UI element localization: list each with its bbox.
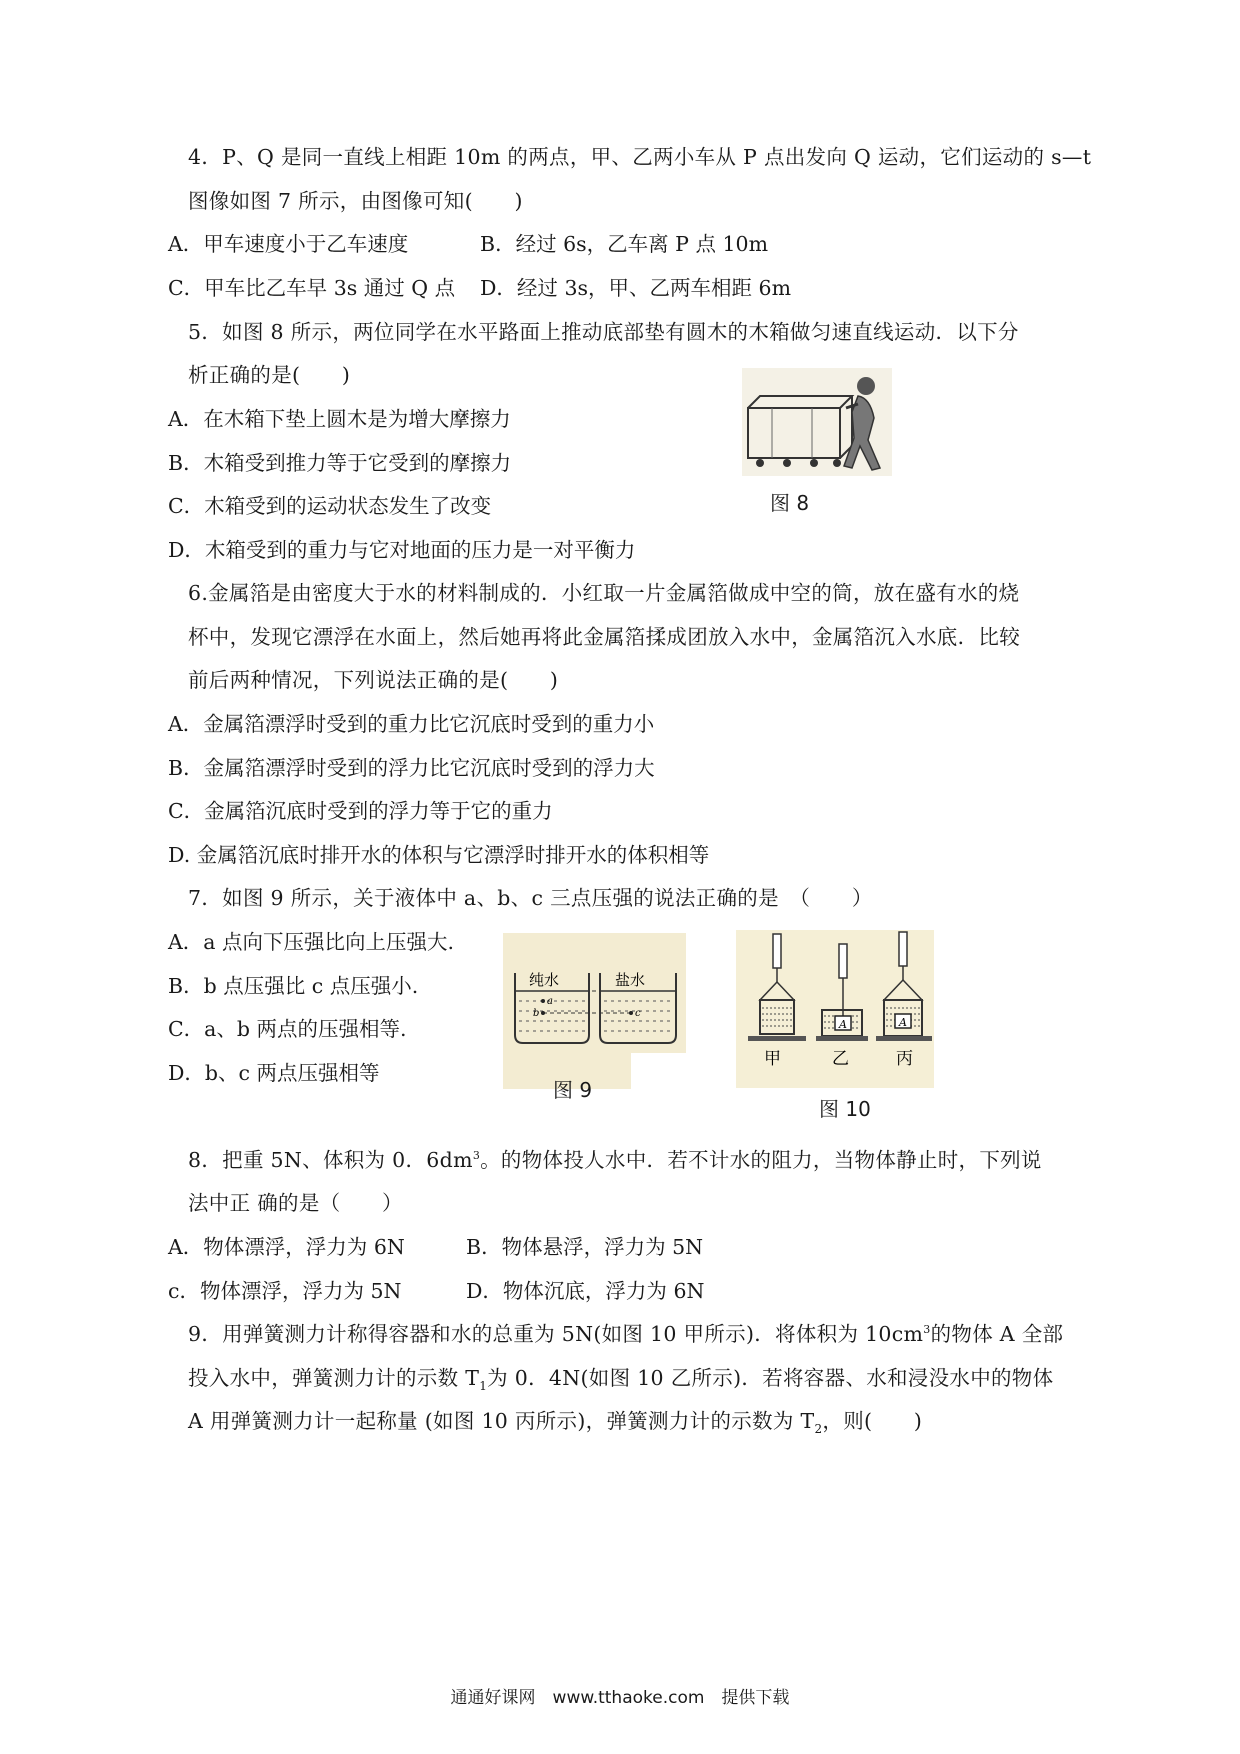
q9-stem-line2 [188,1364,1053,1392]
q9-line3-post: ，则( ) [822,1409,923,1433]
q8-stem-line2: 法中正 确的是（ ） [188,1191,403,1215]
q8-stem-line1 [188,1146,1042,1174]
q9-stem-line3 [188,1407,922,1435]
q7-option-a: A．a 点向下压强比向上压强大. [168,930,455,954]
fig10-bing-block-label: A [899,1016,907,1029]
q6-stem-line2: 杯中，发现它漂浮在水面上，然后她再将此金属箔揉成团放入水中，金属箔沉入水底．比较 [188,625,1020,649]
q8-stem-pre: 8．把重 5N、体积为 0．6dm [188,1148,473,1172]
q9-line2-sub: 1 [479,1379,488,1394]
q9-line2-pre: 投入水中，弹簧测力计的示数 T [188,1366,480,1390]
q5-option-c: C．木箱受到的运动状态发生了改变 [168,494,492,518]
fig9-left-label: 纯水 [529,971,560,989]
q9-line1-pre: 9．用弹簧测力计称得容器和水的总重为 5N(如图 10 甲所示)．将体积为 10cm [188,1322,924,1346]
q4-option-b: B．经过 6s，乙车离 P 点 10m [480,232,769,256]
q8-option-c: c．物体漂浮，浮力为 5N [168,1279,402,1303]
fig9-point-a: a [547,996,553,1007]
page-footer: 通通好课网 www.tthaoke.com 提供下载 [450,1688,790,1708]
figure-8-caption: 图 8 [770,491,810,515]
q6-option-c: C．金属箔沉底时受到的浮力等于它的重力 [168,799,553,823]
fig9-point-b: b [533,1008,540,1019]
q4-stem-line1: 4．P、Q 是同一直线上相距 10m 的两点，甲、乙两小车从 P 点出发向 Q 运动，它们运动的 s—t [188,145,1092,169]
q6-option-b: B．金属箔漂浮时受到的浮力比它沉底时受到的浮力大 [168,756,655,780]
q9-line1-post: 的物体 A 全部 [930,1322,1064,1346]
figure-10-spring-scales [736,930,934,1088]
q4-option-a: A．甲车速度小于乙车速度 [168,232,409,256]
q5-stem-line2: 析正确的是( ) [188,363,351,387]
q6-stem-line1: 6.金属箔是由密度大于水的材料制成的．小红取一片金属箔做成中空的筒，放在盛有水的烧 [188,581,1020,605]
figure-9-caption: 图 9 [553,1078,593,1102]
q8-stem-sup: 3 [472,1149,481,1163]
q6-stem-line3: 前后两种情况，下列说法正确的是( ) [188,668,559,692]
q7-option-c: C．a、b 两点的压强相等. [168,1017,407,1041]
q6-option-d: D. 金属箔沉底时排开水的体积与它漂浮时排开水的体积相等 [168,843,710,867]
q4-stem-line2: 图像如图 7 所示，由图像可知( ) [188,189,523,213]
q8-option-a: A．物体漂浮，浮力为 6N [168,1235,405,1259]
q5-stem-line1: 5．如图 8 所示，两位同学在水平路面上推动底部垫有圆木的木箱做匀速直线运动．以下分 [188,320,1019,344]
q4-option-d: D．经过 3s，甲、乙两车相距 6m [480,276,792,300]
fig10-label-jia: 甲 [764,1049,781,1069]
fig10-label-yi: 乙 [832,1049,849,1069]
q9-line3-sub: 2 [814,1422,823,1437]
fig10-yi-block-label: A [839,1018,847,1031]
q9-line3-pre: A 用弹簧测力计一起称量 (如图 10 丙所示)，弹簧测力计的示数为 T [188,1409,815,1433]
q5-option-b: B．木箱受到推力等于它受到的摩擦力 [168,451,512,475]
figure-10-caption: 图 10 [819,1097,871,1121]
q9-line2-post: 为 0．4N(如图 10 乙所示)．若将容器、水和浸没水中的物体 [487,1366,1054,1390]
q7-option-b: B．b 点压强比 c 点压强小. [168,974,419,998]
fig9-point-c: c [635,1008,641,1019]
figure-9-beakers [503,933,686,1089]
q7-option-d: D．b、c 两点压强相等 [168,1061,380,1085]
q9-line1-sup: 3 [923,1323,931,1337]
q8-option-d: D．物体沉底，浮力为 6N [466,1279,705,1303]
figure-8-box-pushing [742,368,892,476]
q8-stem-post: 。的物体投人水中．若不计水的阻力，当物体静止时，下列说 [480,1148,1042,1172]
fig9-right-label: 盐水 [615,971,646,989]
q5-option-d: D．木箱受到的重力与它对地面的压力是一对平衡力 [168,538,636,562]
q8-option-b: B．物体悬浮，浮力为 5N [466,1235,704,1259]
fig10-label-bing: 丙 [896,1049,913,1069]
q5-option-a: A．在木箱下垫上圆木是为增大摩擦力 [168,407,511,431]
q7-stem-line1: 7．如图 9 所示，关于液体中 a、b、c 三点压强的说法正确的是 （ ） [188,886,873,910]
q4-option-c: C．甲车比乙车早 3s 通过 Q 点 [168,276,456,300]
q6-option-a: A．金属箔漂浮时受到的重力比它沉底时受到的重力小 [168,712,655,736]
q9-stem-line1 [188,1320,1063,1348]
